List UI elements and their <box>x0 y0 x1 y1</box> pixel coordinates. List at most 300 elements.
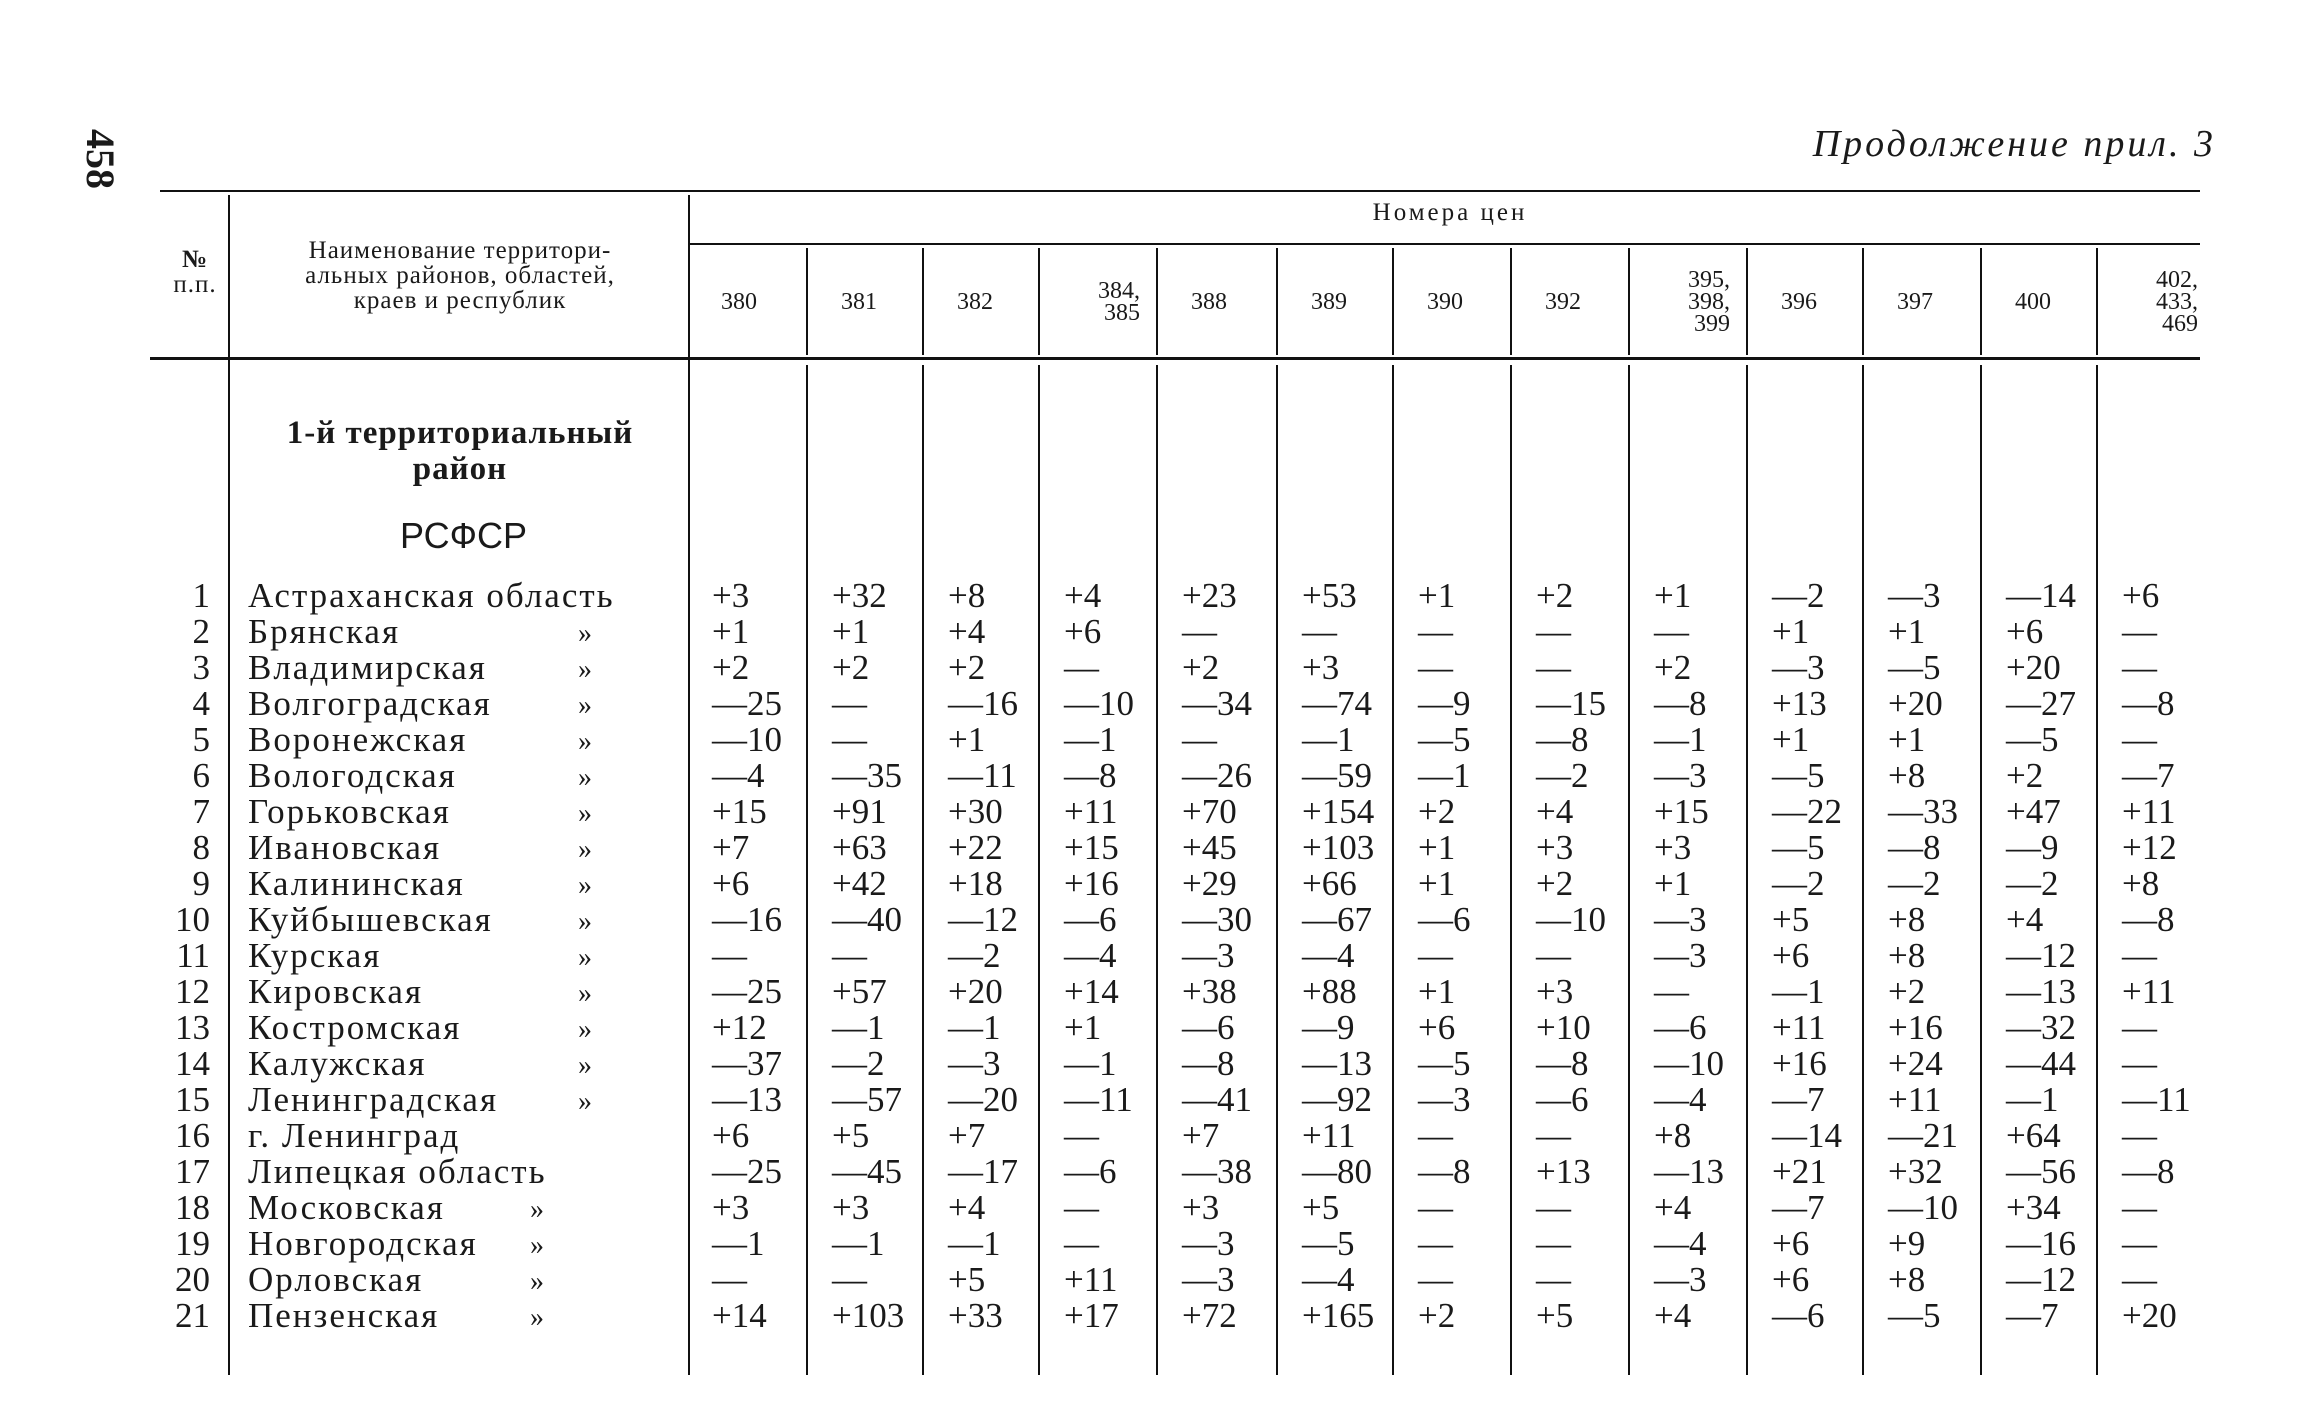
price-change-cell: —6 <box>1182 1008 1235 1047</box>
region-name: Волгоградская <box>248 684 492 723</box>
price-change-cell: +17 <box>1064 1296 1119 1335</box>
body-column-rule <box>922 365 924 1375</box>
price-change-cell: +3 <box>1182 1188 1220 1227</box>
price-change-cell: —4 <box>712 756 765 795</box>
price-change-cell: +20 <box>2122 1296 2177 1335</box>
price-change-cell: —5 <box>1302 1224 1355 1263</box>
price-change-cell: —2 <box>1536 756 1589 795</box>
price-change-cell: +14 <box>1064 972 1119 1011</box>
row-number: 19 <box>175 1224 210 1263</box>
price-change-cell: — <box>1418 1188 1453 1227</box>
price-change-cell: +5 <box>1772 900 1810 939</box>
price-change-cell: — <box>1182 612 1217 651</box>
price-change-cell: +10 <box>1536 1008 1591 1047</box>
price-change-cell: +2 <box>2006 756 2044 795</box>
region-name: Орловская <box>248 1260 424 1299</box>
price-change-cell: —1 <box>1418 756 1471 795</box>
price-change-cell: — <box>1418 936 1453 975</box>
price-change-cell: —1 <box>712 1224 765 1263</box>
price-change-cell: +45 <box>1182 828 1237 867</box>
name-header-line: краев и республик <box>353 287 567 314</box>
price-change-cell: — <box>1064 648 1099 687</box>
region-name: Куйбышевская <box>248 900 493 939</box>
price-change-cell: —1 <box>1654 720 1707 759</box>
price-change-cell: —11 <box>948 756 1017 795</box>
row-number: 10 <box>175 900 210 939</box>
region-name: Курская <box>248 936 382 975</box>
price-change-cell: —25 <box>712 684 782 723</box>
no-header <box>160 247 230 297</box>
price-change-cell: —45 <box>832 1152 902 1191</box>
price-change-cell: +6 <box>2122 576 2160 615</box>
price-change-cell: —7 <box>1772 1188 1825 1227</box>
price-change-cell: +1 <box>712 612 750 651</box>
price-column-header <box>1396 291 1494 313</box>
price-change-cell: —44 <box>2006 1044 2076 1083</box>
price-column-header-line: 382 <box>957 289 993 315</box>
price-change-cell: —2 <box>948 936 1001 975</box>
price-change-cell: — <box>2122 648 2157 687</box>
price-change-cell: +7 <box>1182 1116 1220 1155</box>
price-change-cell: +4 <box>1654 1296 1692 1335</box>
price-change-cell: +8 <box>1654 1116 1692 1155</box>
price-change-cell: +13 <box>1536 1152 1591 1191</box>
price-change-cell: +13 <box>1772 684 1827 723</box>
row-number: 7 <box>192 792 210 831</box>
price-change-cell: —9 <box>1302 1008 1355 1047</box>
price-change-cell: —74 <box>1302 684 1372 723</box>
price-change-cell: +16 <box>1888 1008 1943 1047</box>
price-change-cell: +2 <box>1536 576 1574 615</box>
price-column-header-line: 390 <box>1427 289 1463 315</box>
price-change-cell: — <box>832 1260 867 1299</box>
price-change-cell: —14 <box>2006 576 2076 615</box>
price-change-cell: —6 <box>1418 900 1471 939</box>
price-change-cell: — <box>2122 1116 2157 1155</box>
price-column-header <box>2100 269 2198 335</box>
price-change-cell: —5 <box>2006 720 2059 759</box>
row-number: 13 <box>175 1008 210 1047</box>
price-change-cell: —4 <box>1064 936 1117 975</box>
body-column-rule <box>2096 365 2098 1375</box>
ditto-mark: » <box>578 834 592 865</box>
price-change-cell: +4 <box>1064 576 1102 615</box>
price-change-cell: —6 <box>1536 1080 1589 1119</box>
price-column-header-line: 400 <box>2015 289 2051 315</box>
body-column-rule <box>1628 365 1630 1375</box>
price-change-cell: +6 <box>1418 1008 1456 1047</box>
price-change-cell: +24 <box>1888 1044 1943 1083</box>
price-change-cell: +8 <box>1888 1260 1926 1299</box>
price-change-cell: +15 <box>712 792 767 831</box>
price-change-cell: —16 <box>2006 1224 2076 1263</box>
ditto-mark: » <box>578 690 592 721</box>
price-change-cell: +2 <box>712 648 750 687</box>
body-column-rule <box>806 365 808 1375</box>
price-change-cell: —16 <box>712 900 782 939</box>
price-column-header-line: 388 <box>1191 289 1227 315</box>
price-change-cell: +4 <box>948 1188 986 1227</box>
region-name: Кировская <box>248 972 424 1011</box>
price-column-header <box>926 291 1024 313</box>
row-number: 17 <box>175 1152 210 1191</box>
price-change-cell: +1 <box>1654 576 1692 615</box>
price-column-header-line: 380 <box>721 289 757 315</box>
price-change-cell: —2 <box>1772 576 1825 615</box>
price-change-cell: +3 <box>1536 828 1574 867</box>
price-change-cell: — <box>1418 648 1453 687</box>
price-change-cell: — <box>1418 612 1453 651</box>
price-change-cell: —33 <box>1888 792 1958 831</box>
price-change-cell: +11 <box>2122 792 2176 831</box>
price-change-cell: —15 <box>1536 684 1606 723</box>
price-change-cell: +2 <box>1418 1296 1456 1335</box>
header-column-rule <box>806 248 808 355</box>
price-change-cell: —2 <box>1772 864 1825 903</box>
price-column-header-line: 398, <box>1688 289 1730 315</box>
price-change-cell: —25 <box>712 972 782 1011</box>
price-change-cell: +1 <box>1654 864 1692 903</box>
price-change-cell: +6 <box>1772 1260 1810 1299</box>
price-change-cell: — <box>1536 1188 1571 1227</box>
price-change-cell: — <box>1536 936 1571 975</box>
price-column-header-line: 402, <box>2156 267 2198 293</box>
ditto-mark: » <box>578 798 592 829</box>
price-change-cell: —6 <box>1654 1008 1707 1047</box>
price-change-cell: +1 <box>832 612 870 651</box>
price-change-cell: — <box>712 936 747 975</box>
price-column-header <box>810 291 908 313</box>
price-change-cell: —30 <box>1182 900 1252 939</box>
section-subtitle: РСФСР <box>400 515 527 556</box>
price-change-cell: +3 <box>1536 972 1574 1011</box>
price-column-header-line: 399 <box>1694 311 1730 337</box>
price-change-cell: +8 <box>1888 936 1926 975</box>
price-change-cell: —3 <box>1654 900 1707 939</box>
price-change-cell: +4 <box>2006 900 2044 939</box>
price-change-cell: +11 <box>1302 1116 1356 1155</box>
ditto-mark: » <box>578 978 592 1009</box>
price-column-header <box>1514 291 1612 313</box>
price-change-cell: —1 <box>832 1008 885 1047</box>
region-name: г. Ленинград <box>248 1116 461 1155</box>
body-column-rule <box>1276 365 1278 1375</box>
body-column-rule <box>1392 365 1394 1375</box>
price-change-cell: +5 <box>948 1260 986 1299</box>
price-change-cell: +6 <box>712 1116 750 1155</box>
price-change-cell: —5 <box>1888 1296 1941 1335</box>
price-change-cell: —5 <box>1418 1044 1471 1083</box>
price-change-cell: —80 <box>1302 1152 1372 1191</box>
price-change-cell: —8 <box>1654 684 1707 723</box>
price-column-header-line: 469 <box>2162 311 2198 337</box>
price-change-cell: — <box>1418 1116 1453 1155</box>
header-column-rule <box>1510 248 1512 355</box>
price-change-cell: +154 <box>1302 792 1375 831</box>
price-change-cell: +23 <box>1182 576 1237 615</box>
price-change-cell: —12 <box>2006 1260 2076 1299</box>
price-change-cell: —1 <box>1064 720 1117 759</box>
price-change-cell: —5 <box>1888 648 1941 687</box>
price-change-cell: +15 <box>1654 792 1709 831</box>
row-number: 15 <box>175 1080 210 1119</box>
price-change-cell: —1 <box>1064 1044 1117 1083</box>
price-change-cell: —1 <box>948 1008 1001 1047</box>
price-change-cell: —56 <box>2006 1152 2076 1191</box>
body-column-rule <box>1156 365 1158 1375</box>
price-change-cell: —3 <box>1182 1260 1235 1299</box>
region-name: Калининская <box>248 864 465 903</box>
continuation-caption: Продолжение прил. 3 <box>1812 123 2216 165</box>
price-change-cell: +70 <box>1182 792 1237 831</box>
price-change-cell: +11 <box>1064 1260 1118 1299</box>
price-change-cell: +29 <box>1182 864 1237 903</box>
price-change-cell: —8 <box>2122 684 2175 723</box>
price-change-cell: — <box>1536 612 1571 651</box>
price-change-cell: —59 <box>1302 756 1372 795</box>
name-header-line: Наименование территори- <box>308 237 612 264</box>
price-change-cell: —8 <box>1536 720 1589 759</box>
price-change-cell: +1 <box>948 720 986 759</box>
price-change-cell: —3 <box>1654 936 1707 975</box>
price-change-cell: +2 <box>1654 648 1692 687</box>
price-change-cell: +11 <box>1064 792 1118 831</box>
price-change-cell: +4 <box>948 612 986 651</box>
price-change-cell: — <box>2122 1224 2157 1263</box>
section-title-line: 1-й территориальный <box>286 415 634 451</box>
price-change-cell: +1 <box>1888 612 1926 651</box>
price-change-cell: +88 <box>1302 972 1357 1011</box>
price-change-cell: —6 <box>1064 1152 1117 1191</box>
ditto-mark: » <box>578 906 592 937</box>
price-column-header-line: 384, <box>1098 278 1140 304</box>
price-change-cell: —9 <box>1418 684 1471 723</box>
price-change-cell: +21 <box>1772 1152 1827 1191</box>
price-change-cell: +6 <box>712 864 750 903</box>
price-change-cell: +2 <box>1536 864 1574 903</box>
region-name: Московская <box>248 1188 445 1227</box>
price-change-cell: —26 <box>1182 756 1252 795</box>
price-change-cell: +8 <box>2122 864 2160 903</box>
price-column-header <box>1866 291 1964 313</box>
price-change-cell: +11 <box>1772 1008 1826 1047</box>
price-change-cell: —2 <box>2006 864 2059 903</box>
price-change-cell: — <box>1182 720 1217 759</box>
header-top-rule <box>160 190 2200 192</box>
region-name: Владимирская <box>248 648 487 687</box>
price-change-cell: +7 <box>712 828 750 867</box>
region-name: Астраханская область <box>248 576 615 615</box>
price-change-cell: —5 <box>1772 756 1825 795</box>
price-change-cell: +5 <box>1536 1296 1574 1335</box>
row-number: 8 <box>192 828 210 867</box>
price-change-cell: —1 <box>1302 720 1355 759</box>
price-change-cell: +12 <box>712 1008 767 1047</box>
price-column-header-line: 397 <box>1897 289 1933 315</box>
price-change-cell: +42 <box>832 864 887 903</box>
price-change-cell: —4 <box>1654 1224 1707 1263</box>
header-column-rule <box>1038 248 1040 355</box>
price-change-cell: — <box>1302 612 1337 651</box>
ditto-mark: » <box>578 654 592 685</box>
row-number: 14 <box>175 1044 210 1083</box>
price-change-cell: —92 <box>1302 1080 1372 1119</box>
price-change-cell: +1 <box>1064 1008 1102 1047</box>
row-number: 16 <box>175 1116 210 1155</box>
price-change-cell: —8 <box>2122 900 2175 939</box>
price-change-cell: +1 <box>1888 720 1926 759</box>
price-column-header-line: 392 <box>1545 289 1581 315</box>
price-change-cell: +20 <box>1888 684 1943 723</box>
price-change-cell: —3 <box>1418 1080 1471 1119</box>
price-change-cell: — <box>1064 1188 1099 1227</box>
price-change-cell: +2 <box>948 648 986 687</box>
name-header-line: альных районов, областей, <box>305 262 615 289</box>
header-bottom-rule <box>150 357 2200 360</box>
price-change-cell: +11 <box>2122 972 2176 1011</box>
region-name: Воронежская <box>248 720 468 759</box>
section-title <box>235 415 685 487</box>
price-change-cell: —4 <box>1654 1080 1707 1119</box>
page-number: 458 <box>78 129 123 189</box>
price-change-cell: +53 <box>1302 576 1357 615</box>
price-change-cell: —22 <box>1772 792 1842 831</box>
price-change-cell: +32 <box>1888 1152 1943 1191</box>
price-column-header <box>690 291 788 313</box>
price-change-cell: +38 <box>1182 972 1237 1011</box>
prices-subheader-rule <box>690 243 2200 245</box>
row-number: 20 <box>175 1260 210 1299</box>
price-change-cell: —6 <box>1772 1296 1825 1335</box>
price-change-cell: —57 <box>832 1080 902 1119</box>
price-change-cell: +6 <box>2006 612 2044 651</box>
price-change-cell: —8 <box>1182 1044 1235 1083</box>
price-column-header-line: 396 <box>1781 289 1817 315</box>
price-change-cell: —6 <box>1064 900 1117 939</box>
price-column-header <box>1984 291 2082 313</box>
row-number: 11 <box>176 936 210 975</box>
price-change-cell: +6 <box>1772 1224 1810 1263</box>
price-change-cell: +91 <box>832 792 887 831</box>
price-change-cell: —3 <box>1772 648 1825 687</box>
row-number: 6 <box>192 756 210 795</box>
price-change-cell: +3 <box>832 1188 870 1227</box>
ditto-mark: » <box>578 762 592 793</box>
price-change-cell: —8 <box>1536 1044 1589 1083</box>
ditto-mark: » <box>578 942 592 973</box>
price-change-cell: —1 <box>832 1224 885 1263</box>
price-change-cell: —7 <box>1772 1080 1825 1119</box>
price-change-cell: —4 <box>1302 936 1355 975</box>
price-change-cell: —37 <box>712 1044 782 1083</box>
price-column-header-line: 381 <box>841 289 877 315</box>
price-change-cell: +64 <box>2006 1116 2061 1155</box>
row-number: 2 <box>192 612 210 651</box>
row-number: 4 <box>192 684 210 723</box>
price-change-cell: — <box>2122 1260 2157 1299</box>
price-change-cell: — <box>1536 1260 1571 1299</box>
price-change-cell: +1 <box>1418 828 1456 867</box>
price-change-cell: +3 <box>712 1188 750 1227</box>
price-column-header <box>1160 291 1258 313</box>
price-change-cell: —38 <box>1182 1152 1252 1191</box>
price-change-cell: — <box>1654 612 1689 651</box>
price-change-cell: +66 <box>1302 864 1357 903</box>
ditto-mark: » <box>530 1194 544 1225</box>
price-change-cell: —10 <box>1654 1044 1724 1083</box>
price-change-cell: —17 <box>948 1152 1018 1191</box>
price-change-cell: +47 <box>2006 792 2061 831</box>
price-change-cell: — <box>832 684 867 723</box>
price-change-cell: — <box>2122 612 2157 651</box>
price-change-cell: +4 <box>1654 1188 1692 1227</box>
price-change-cell: +33 <box>948 1296 1003 1335</box>
price-change-cell: — <box>832 936 867 975</box>
price-change-cell: +1 <box>1418 972 1456 1011</box>
price-change-cell: —10 <box>1064 684 1134 723</box>
price-change-cell: +103 <box>1302 828 1375 867</box>
name-header <box>235 238 685 313</box>
price-change-cell: +1 <box>1418 576 1456 615</box>
header-column-rule <box>1276 248 1278 355</box>
price-change-cell: —21 <box>1888 1116 1958 1155</box>
price-change-cell: —3 <box>1182 1224 1235 1263</box>
price-change-cell: — <box>1536 1224 1571 1263</box>
price-change-cell: +165 <box>1302 1296 1375 1335</box>
price-change-cell: —16 <box>948 684 1018 723</box>
price-change-cell: +20 <box>948 972 1003 1011</box>
price-change-cell: —13 <box>2006 972 2076 1011</box>
header-column-rule <box>1156 248 1158 355</box>
row-number: 1 <box>192 576 210 615</box>
region-name: Калужская <box>248 1044 427 1083</box>
price-change-cell: —14 <box>1772 1116 1842 1155</box>
body-column-rule <box>1862 365 1864 1375</box>
header-column-rule <box>1628 248 1630 355</box>
price-change-cell: —7 <box>2006 1296 2059 1335</box>
ditto-mark: » <box>578 1086 592 1117</box>
price-change-cell: +2 <box>1418 792 1456 831</box>
price-change-cell: —11 <box>1064 1080 1133 1119</box>
body-column-rule <box>1038 365 1040 1375</box>
price-change-cell: —67 <box>1302 900 1372 939</box>
region-name: Брянская <box>248 612 401 651</box>
price-change-cell: —10 <box>1536 900 1606 939</box>
price-column-header-line: 389 <box>1311 289 1347 315</box>
price-change-cell: +3 <box>712 576 750 615</box>
price-change-cell: — <box>2122 720 2157 759</box>
ditto-mark: » <box>578 1014 592 1045</box>
price-change-cell: — <box>2122 936 2157 975</box>
price-change-cell: +1 <box>1772 720 1810 759</box>
header-column-rule <box>2096 248 2098 355</box>
price-change-cell: —25 <box>712 1152 782 1191</box>
price-change-cell: +2 <box>1888 972 1926 1011</box>
row-number: 21 <box>175 1296 210 1335</box>
row-number: 9 <box>192 864 210 903</box>
header-column-rule <box>1862 248 1864 355</box>
ditto-mark: » <box>578 726 592 757</box>
body-column-rule <box>1746 365 1748 1375</box>
price-change-cell: —32 <box>2006 1008 2076 1047</box>
price-change-cell: — <box>1418 1260 1453 1299</box>
price-change-cell: —34 <box>1182 684 1252 723</box>
price-change-cell: —8 <box>1418 1152 1471 1191</box>
region-name: Ленинградская <box>248 1080 499 1119</box>
price-change-cell: —4 <box>1302 1260 1355 1299</box>
ditto-mark: » <box>530 1302 544 1333</box>
price-change-cell: —13 <box>1654 1152 1724 1191</box>
